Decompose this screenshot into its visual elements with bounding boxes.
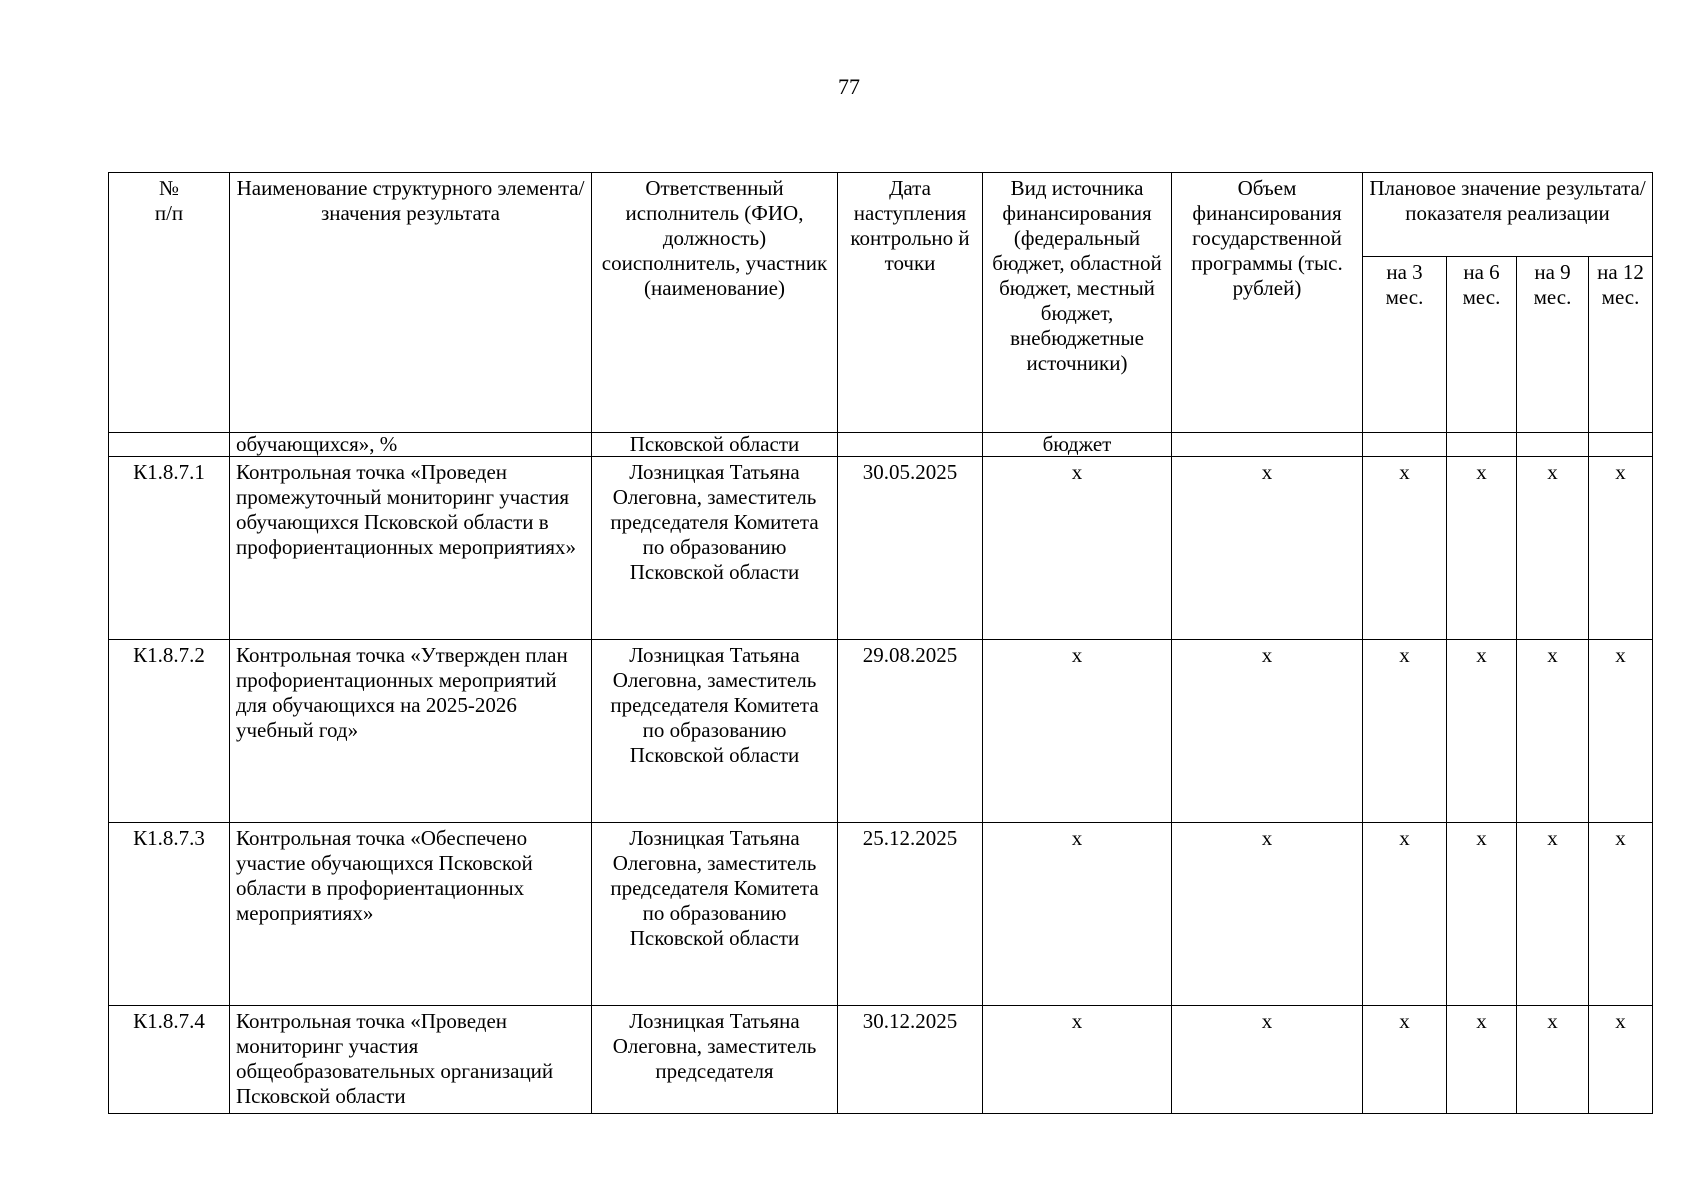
header-executor: Ответственный исполнитель (ФИО, должность) соисполнитель, участник (наименование) — [592, 173, 838, 433]
cell-m9: x — [1517, 1006, 1589, 1114]
cell-volume: x — [1172, 1006, 1363, 1114]
cell-volume: x — [1172, 640, 1363, 823]
cell-m12: x — [1589, 823, 1653, 1006]
table-row — [109, 1006, 1653, 1114]
cell-m12: x — [1589, 1006, 1653, 1114]
cell-name: Контрольная точка «Утвержден план профориентационных мероприятий для обучающихся на 2025-2026 учебный год» — [230, 640, 592, 823]
cell-m12: x — [1589, 640, 1653, 823]
cell-volume: x — [1172, 457, 1363, 640]
table-row — [109, 640, 1653, 823]
header-number: № п/п — [109, 173, 230, 433]
cell-name: Контрольная точка «Проведен мониторинг участия общеобразовательных организаций Псковской области — [230, 1006, 592, 1114]
cell-date: 25.12.2025 — [838, 823, 983, 1006]
table-row — [109, 823, 1653, 1006]
cell-date: 29.08.2025 — [838, 640, 983, 823]
header-source: Вид источника финансирования (федеральный бюджет, областной бюджет, местный бюджет, внебюджетные источники) — [983, 173, 1172, 433]
cell-date — [838, 433, 983, 457]
cell-m6: x — [1447, 823, 1517, 1006]
header-12-months: на 12 мес. — [1589, 257, 1653, 433]
cell-executor: Лозницкая Татьяна Олеговна, заместитель председателя Комитета по образованию Псковской области — [592, 823, 838, 1006]
cell-date: 30.12.2025 — [838, 1006, 983, 1114]
cell-m12 — [1589, 433, 1653, 457]
cell-number: К1.8.7.2 — [109, 640, 230, 823]
cell-m9: x — [1517, 640, 1589, 823]
header-planned: Плановое значение результата/показателя реализации — [1363, 173, 1653, 257]
cell-name: Контрольная точка «Обеспечено участие обучающихся Псковской области в профориентационных мероприятиях» — [230, 823, 592, 1006]
cell-m3: x — [1363, 457, 1447, 640]
cell-executor: Лозницкая Татьяна Олеговна, заместитель председателя Комитета по образованию Псковской области — [592, 457, 838, 640]
cell-m12: x — [1589, 457, 1653, 640]
cell-m6: x — [1447, 1006, 1517, 1114]
cell-source: x — [983, 823, 1172, 1006]
cell-executor: Лозницкая Татьяна Олеговна, заместитель председателя — [592, 1006, 838, 1114]
cell-m9: x — [1517, 823, 1589, 1006]
cell-executor: Лозницкая Татьяна Олеговна, заместитель председателя Комитета по образованию Псковской области — [592, 640, 838, 823]
header-3-months: на 3 мес. — [1363, 257, 1447, 433]
cell-m6: x — [1447, 457, 1517, 640]
header-name: Наименование структурного элемента/ значения результата — [230, 173, 592, 433]
cell-m3: x — [1363, 1006, 1447, 1114]
control-points-table — [108, 172, 1653, 1114]
header-9-months: на 9 мес. — [1517, 257, 1589, 433]
cell-executor: Псковской области — [592, 433, 838, 457]
cell-name: Контрольная точка «Проведен промежуточный мониторинг участия обучающихся Псковской области в профориентационных мероприятиях» — [230, 457, 592, 640]
cell-m3: x — [1363, 823, 1447, 1006]
header-row — [109, 173, 1653, 257]
cell-m3: x — [1363, 640, 1447, 823]
cell-number: К1.8.7.1 — [109, 457, 230, 640]
cell-source: бюджет — [983, 433, 1172, 457]
page-number: 77 — [838, 74, 860, 99]
continuation-row — [109, 433, 1653, 457]
cell-source: x — [983, 1006, 1172, 1114]
cell-m6: x — [1447, 640, 1517, 823]
cell-date: 30.05.2025 — [838, 457, 983, 640]
cell-m9: x — [1517, 457, 1589, 640]
header-volume: Объем финансирования государственной программы (тыс. рублей) — [1172, 173, 1363, 433]
header-6-months: на 6 мес. — [1447, 257, 1517, 433]
cell-number — [109, 433, 230, 457]
cell-source: x — [983, 457, 1172, 640]
cell-m6 — [1447, 433, 1517, 457]
header-date: Дата наступления контрольно й точки — [838, 173, 983, 433]
cell-name: обучающихся», % — [230, 433, 592, 457]
cell-volume — [1172, 433, 1363, 457]
cell-m9 — [1517, 433, 1589, 457]
cell-number: К1.8.7.4 — [109, 1006, 230, 1114]
cell-m3 — [1363, 433, 1447, 457]
cell-number: К1.8.7.3 — [109, 823, 230, 1006]
cell-volume: x — [1172, 823, 1363, 1006]
cell-source: x — [983, 640, 1172, 823]
table-row — [109, 457, 1653, 640]
